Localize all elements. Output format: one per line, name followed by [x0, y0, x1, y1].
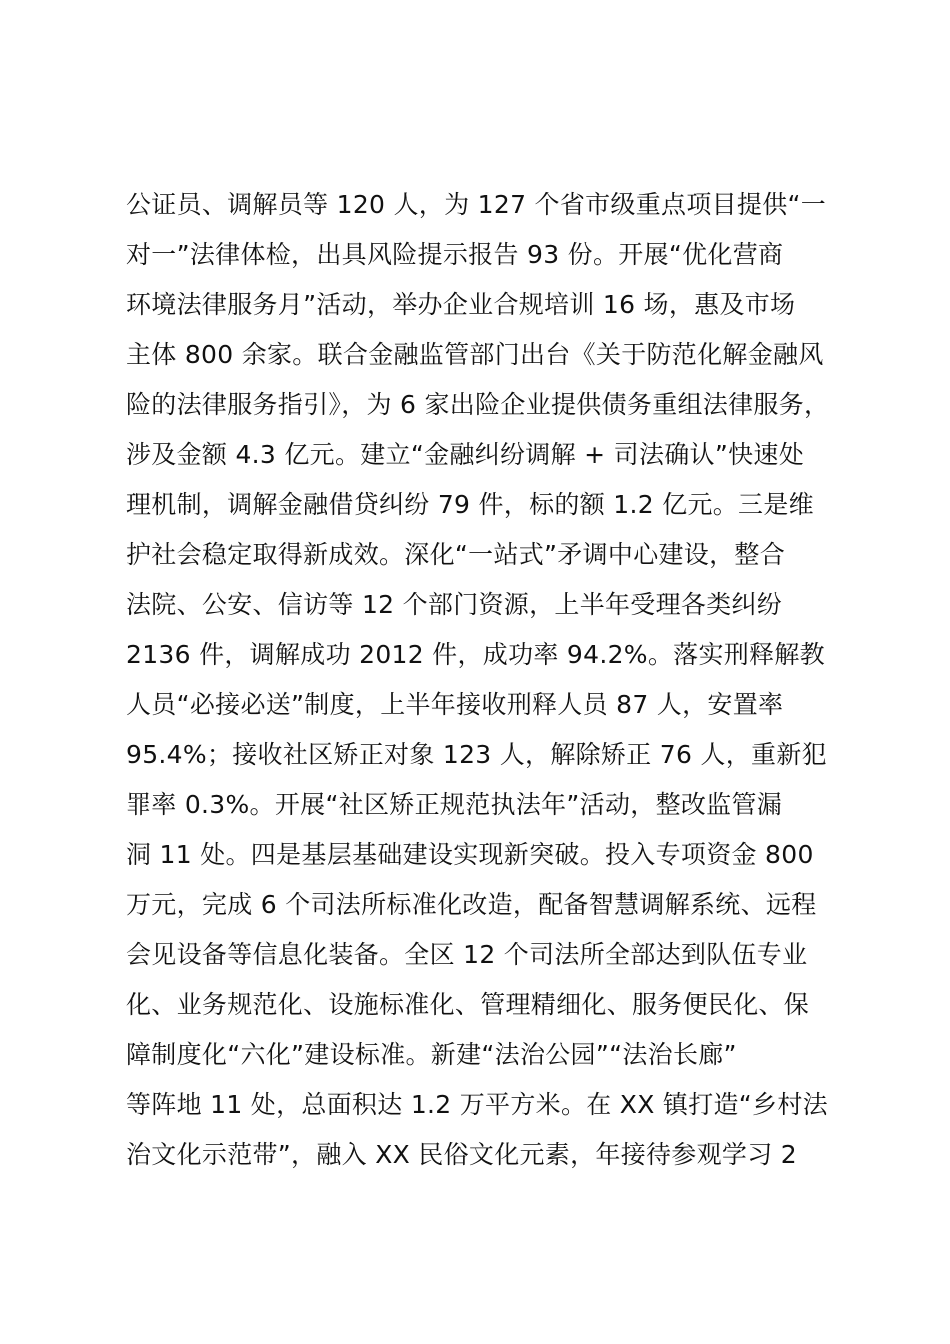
- text-line: 法院、公安、信访等 12 个部门资源，上半年受理各类纠纷: [126, 590, 783, 619]
- text-line: 主体 800 余家。联合金融监管部门出台《关于防范化解金融风: [126, 340, 824, 369]
- text-line: 罪率 0.3%。开展“社区矫正规范执法年”活动，整改监管漏: [126, 790, 783, 819]
- text-line: 治文化示范带”，融入 XX 民俗文化元素，年接待参观学习 2: [126, 1140, 797, 1169]
- text-line: 涉及金额 4.3 亿元。建立“金融纠纷调解 + 司法确认”快速处: [126, 440, 804, 469]
- body-text: [126, 180, 846, 1180]
- text-line: 万元，完成 6 个司法所标准化改造，配备智慧调解系统、远程: [126, 890, 817, 919]
- text-line: 95.4%；接收社区矫正对象 123 人，解除矫正 76 人，重新犯: [126, 740, 827, 769]
- text-line: 会见设备等信息化装备。全区 12 个司法所全部达到队伍专业: [126, 940, 808, 969]
- text-line: 护社会稳定取得新成效。深化“一站式”矛调中心建设，整合: [126, 540, 786, 569]
- text-line: 障制度化“六化”建设标准。新建“法治公园”“法治长廊”: [126, 1040, 737, 1069]
- text-line: 洞 11 处。四是基层基础建设实现新突破。投入专项资金 800: [126, 840, 814, 869]
- text-line: 对一”法律体检，出具风险提示报告 93 份。开展“优化营商: [126, 240, 784, 269]
- text-line: 理机制，调解金融借贷纠纷 79 件，标的额 1.2 亿元。三是维: [126, 490, 814, 519]
- text-line: 险的法律服务指引》，为 6 家出险企业提供债务重组法律服务，: [126, 390, 830, 419]
- text-line: 化、业务规范化、设施标准化、管理精细化、服务便民化、保: [126, 990, 810, 1019]
- text-line: 人员“必接必送”制度，上半年接收刑释人员 87 人，安置率: [126, 690, 784, 719]
- text-line: 等阵地 11 处，总面积达 1.2 万平方米。在 XX 镇打造“乡村法: [126, 1090, 828, 1119]
- text-line: 公证员、调解员等 120 人，为 127 个省市级重点项目提供“一: [126, 190, 827, 219]
- text-line: 环境法律服务月”活动，举办企业合规培训 16 场，惠及市场: [126, 290, 796, 319]
- text-line: 2136 件，调解成功 2012 件，成功率 94.2%。落实刑释解教: [126, 640, 825, 669]
